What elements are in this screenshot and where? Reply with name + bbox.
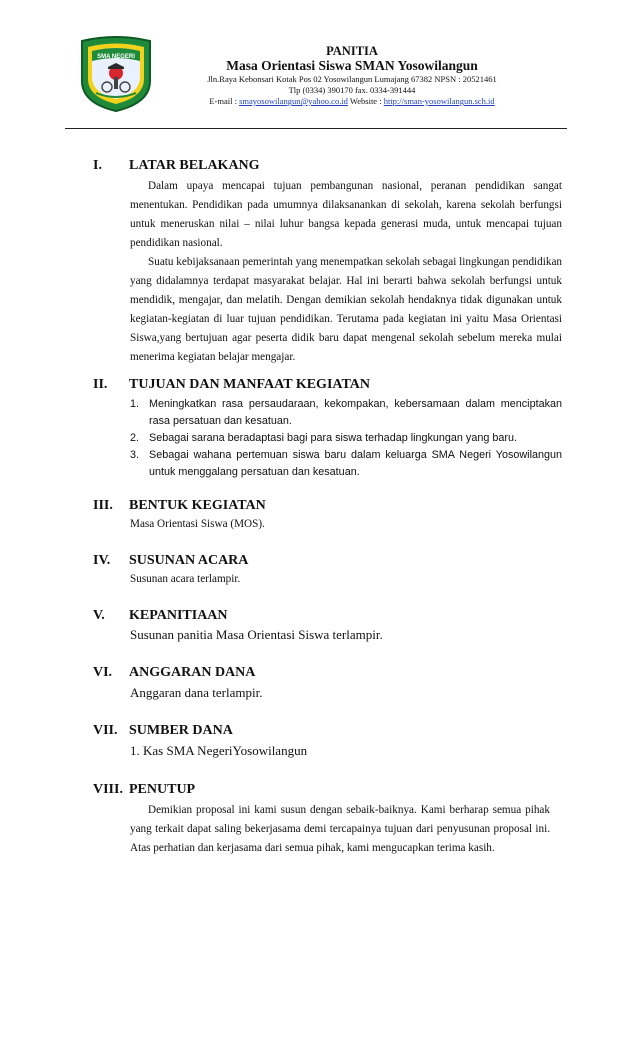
section-body-tujuan bbox=[130, 396, 562, 481]
email-label: E-mail : bbox=[209, 96, 240, 106]
website-label: Website : bbox=[347, 96, 384, 106]
section-body-penutup bbox=[130, 801, 550, 858]
paragraph: Dalam upaya mencapai tujuan pembangunan nasional, peranan pendidikan sangat menentukan. Pendidikan pada umumnya dilaksanankan di sekolah, karena sekolah berfungsi untuk meneruskan nilai – nilai luhur bangsa kepada generasi muda, untuk mencapai tujuan pendidikan nasional. bbox=[130, 180, 562, 249]
section-number: IV. bbox=[93, 553, 111, 568]
section-body-anggaran-dana: Anggaran dana terlampir. bbox=[130, 685, 263, 700]
section-number: VI. bbox=[93, 665, 113, 680]
section-title: KEPANITIAAN bbox=[129, 608, 228, 623]
header-contact bbox=[150, 96, 554, 107]
section-heading-kepanitiaan bbox=[93, 608, 228, 624]
section-body-latar-belakang bbox=[130, 177, 562, 367]
section-title: TUJUAN DAN MANFAAT KEGIATAN bbox=[129, 377, 370, 392]
section-number: VII. bbox=[93, 723, 118, 738]
section-number: VIII. bbox=[93, 782, 123, 797]
header-subtitle: Masa Orientasi Siswa SMAN Yosowilangun bbox=[226, 58, 478, 73]
section-title: SUSUNAN ACARA bbox=[129, 553, 249, 568]
letterhead bbox=[150, 44, 554, 107]
list-item: 1. Meningkatkan rasa persaudaraan, kekompakan, kebersamaan dalam menciptakan rasa persatuan dan kesatuan. bbox=[130, 398, 562, 427]
section-heading-bentuk-kegiatan bbox=[93, 498, 266, 514]
section-number: III. bbox=[93, 498, 113, 513]
section-title: LATAR BELAKANG bbox=[129, 158, 260, 173]
section-body-susunan-acara: Susunan acara terlampir. bbox=[130, 573, 241, 585]
section-number: V. bbox=[93, 608, 105, 623]
section-number: I. bbox=[93, 158, 102, 173]
section-heading-susunan-acara bbox=[93, 553, 248, 569]
section-title: BENTUK KEGIATAN bbox=[129, 498, 266, 513]
section-heading-tujuan bbox=[93, 377, 370, 393]
school-logo bbox=[76, 33, 156, 113]
section-number: II. bbox=[93, 377, 108, 392]
section-heading-anggaran-dana bbox=[93, 665, 255, 681]
section-body-sumber-dana: 1. Kas SMA NegeriYosowilangun bbox=[130, 743, 308, 758]
header-phone: Tlp (0334) 390170 fax. 0334-391444 bbox=[288, 85, 416, 95]
list-item: 3. Sebagai wahana pertemuan siswa baru dalam keluarga SMA Negeri Yosowilangun untuk menggalang persatuan dan kesatuan. bbox=[130, 449, 562, 478]
section-title: SUMBER DANA bbox=[129, 723, 233, 738]
header-divider bbox=[65, 128, 567, 129]
header-title: PANITIA bbox=[326, 44, 378, 58]
paragraph: Demikian proposal ini kami susun dengan sebaik-baiknya. Kami berharap semua pihak yang terkait dapat saling bekerjasama demi tercapainya tujuan dari penyusunan proposal ini. Atas perhatian dan kerjasama dari semua pihak, kami mengucapkan terima kasih. bbox=[130, 804, 550, 854]
section-heading-sumber-dana bbox=[93, 723, 233, 739]
logo-lettering: SMA NEGERI bbox=[97, 54, 135, 60]
section-body-kepanitiaan: Susunan panitia Masa Orientasi Siswa terlampir. bbox=[130, 627, 383, 642]
header-address: Jln.Raya Kebonsari Kotak Pos 02 Yosowilangun Lumajang 67382 NPSN : 20521461 bbox=[207, 74, 497, 84]
email-link[interactable]: smayosowilangun@yahoo.co.id bbox=[239, 96, 348, 106]
section-body-bentuk-kegiatan: Masa Orientasi Siswa (MOS). bbox=[130, 518, 265, 530]
section-heading-latar-belakang bbox=[93, 158, 260, 174]
website-link[interactable]: http://sman-yosowilangun.sch.id bbox=[383, 96, 495, 106]
list-item: 2. Sebagai sarana beradaptasi bagi para siswa terhadap lingkungan yang baru. bbox=[130, 432, 517, 444]
section-title: ANGGARAN DANA bbox=[129, 665, 256, 680]
section-heading-penutup bbox=[93, 782, 195, 798]
paragraph: Suatu kebijaksanaan pemerintah yang menempatkan sekolah sebagai lingkungan pendidikan yang didalamnya terdapat masyarakat belajar. Hal ini berarti bahwa sekolah berfungsi untuk mendidik, mengajar, dan melatih. Dengan demikian sekolah hendaknya tidak digunakan untuk kegiatan-kegiatan di luar tujuan pendidikan. Terutama pada kegiatan ini yaitu Masa Orientasi Siswa,yang bertujuan agar peserta didik baru dapat mengenal sekolah sebelum mereka mulai menerima kegiatan belajar mengajar. bbox=[130, 256, 562, 363]
section-title: PENUTUP bbox=[129, 782, 196, 797]
objectives-list bbox=[130, 396, 562, 481]
